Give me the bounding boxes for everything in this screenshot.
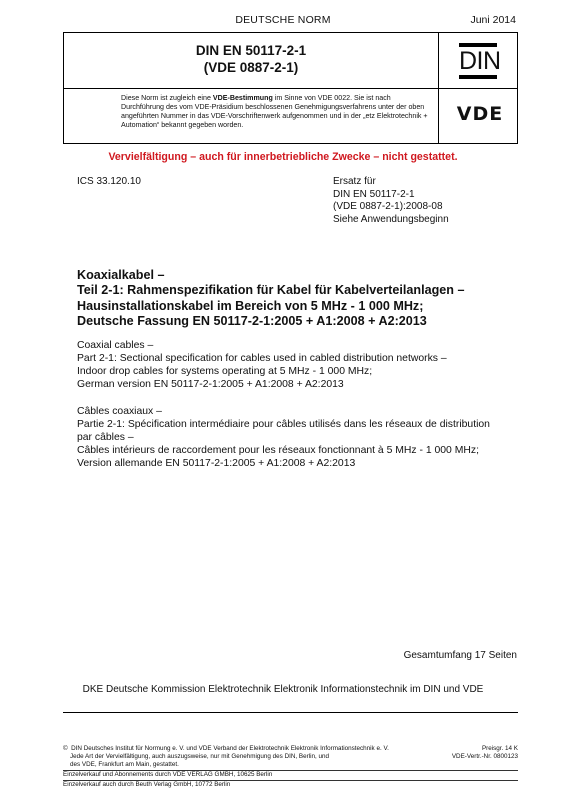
- norm-type-label: DEUTSCHE NORM: [235, 14, 331, 26]
- title-de-line: Teil 2-1: Rahmenspezifikation für Kabel für Kabelverteilanlagen –: [77, 283, 465, 298]
- title-fr-line: Câbles coaxiaux –: [77, 406, 162, 417]
- copyright-line: © DIN Deutsches Institut für Normung e. V. und VDE Verband der Elektrotechnik Elektronik Informationstechnik e. V.: [63, 745, 389, 752]
- replacement-line: (VDE 0887-2-1):2008-08: [333, 201, 443, 213]
- sales-vde: Einzelverkauf und Abonnements durch VDE VERLAG GMBH, 10625 Berlin: [63, 771, 273, 778]
- din-logo: [459, 43, 501, 79]
- bestimmung-rest: im Sinne von VDE 0022. Sie ist nach Durchführung des vom VDE-Präsidium beschlossenen Genehmigungsverfahrens unter der oben angeführten Nummer in das VDE-Vorschriftenwerk aufgenommen und in der „etz Elektrotechnik + Automation“ bekannt gegeben worden.: [121, 94, 428, 130]
- title-de-line: Hausinstallationskabel im Bereich von 5 MHz - 1 000 MHz;: [77, 298, 424, 313]
- replacement-line: DIN EN 50117-2-1: [333, 188, 415, 200]
- title-french: [77, 405, 517, 470]
- total-pages: Gesamtumfang 17 Seiten: [403, 650, 517, 661]
- title-german: [77, 268, 517, 330]
- title-en-line: German version EN 50117-2-1:2005 + A1:2008 + A2:2013: [77, 379, 344, 390]
- title-en-line: Coaxial cables –: [77, 340, 154, 351]
- ics-code: ICS 33.120.10: [77, 176, 141, 187]
- footer-divider: [63, 712, 518, 713]
- title-fr-line: par câbles –: [77, 432, 134, 443]
- title-de-line: Deutsche Fassung EN 50117-2-1:2005 + A1:2008 + A2:2013: [77, 314, 427, 329]
- copyright-line: des VDE, Frankfurt am Main, gestattet.: [63, 761, 179, 768]
- din-logo-bottom-bar: [459, 75, 497, 79]
- vde-logo: VDE: [456, 103, 504, 125]
- din-logo-text: DIN: [459, 47, 501, 75]
- standard-designation: [64, 42, 438, 76]
- title-block: [63, 32, 518, 144]
- dke-line: DKE Deutsche Kommission Elektrotechnik Elektronik Informationstechnik im DIN und VDE: [82, 684, 484, 695]
- copy-prohibition-notice: Vervielfältigung – auch für innerbetriebliche Zwecke – nicht gestattet.: [108, 151, 458, 163]
- bestimmung-prefix: Diese Norm ist zugleich eine: [121, 94, 213, 102]
- title-fr-line: Version allemande EN 50117-2-1:2005 + A1:2008 + A2:2013: [77, 458, 356, 469]
- title-en-line: Part 2-1: Sectional specification for cables used in cabled distribution networks –: [77, 353, 447, 364]
- vde-order-number: VDE-Vertr.-Nr. 0800123: [451, 753, 518, 760]
- title-block-divider-horizontal: [64, 88, 517, 89]
- vde-bestimmung-note: [121, 94, 433, 130]
- price-group: Preisgr. 14 K: [481, 745, 518, 752]
- replacement-line: Ersatz für: [333, 176, 376, 187]
- title-de-line: Koaxialkabel –: [77, 268, 165, 282]
- issue-date: Juni 2014: [470, 14, 516, 26]
- vde-classification: (VDE 0887-2-1): [203, 60, 299, 75]
- sales-beuth: Einzelverkauf auch durch Beuth Verlag GmbH, 10772 Berlin: [63, 781, 231, 788]
- replacement-line: Siehe Anwendungsbeginn: [333, 213, 449, 225]
- title-fr-line: Câbles intérieurs de raccordement pour les réseaux fonctionnant à 5 MHz - 1 000 MHz;: [77, 445, 479, 456]
- replacement-info: [333, 176, 449, 226]
- title-fr-line: Partie 2-1: Spécification intermédiaire pour câbles utilisés dans les réseaux de distribution: [77, 419, 490, 430]
- copyright-notice: [63, 745, 453, 769]
- standard-number: DIN EN 50117-2-1: [195, 43, 307, 58]
- title-en-line: Indoor drop cables for systems operating at 5 MHz - 1 000 MHz;: [77, 366, 373, 377]
- bestimmung-bold: VDE-Bestimmung: [212, 94, 273, 102]
- order-info: [452, 745, 518, 761]
- title-english: [77, 339, 517, 391]
- copyright-line: Jede Art der Vervielfältigung, auch auszugsweise, nur mit Genehmigung des DIN, Berlin, und: [63, 753, 330, 760]
